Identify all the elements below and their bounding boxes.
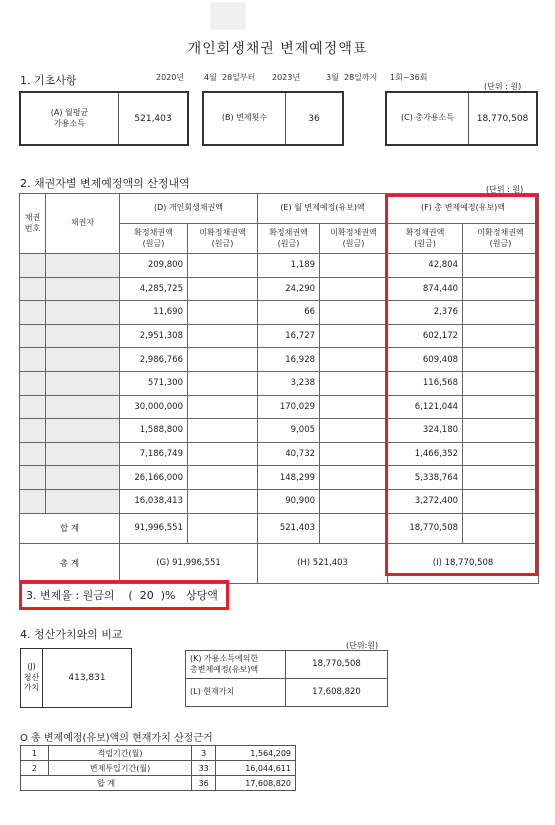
comparison-table	[185, 650, 388, 707]
box-a	[19, 91, 189, 146]
d-confirmed-cell: 1,588,800	[120, 419, 188, 443]
f-confirmed-cell: 1,466,352	[388, 442, 463, 466]
basis-months: 3	[192, 746, 216, 761]
redacted-header-area	[210, 2, 246, 30]
creditor-no-redacted	[20, 466, 46, 490]
f-confirmed-cell: 3,272,400	[388, 489, 463, 513]
liquidation-value-box	[20, 648, 132, 708]
box-b-label: (B) 변제횟수	[204, 93, 286, 144]
creditor-name-redacted	[46, 395, 120, 419]
d-unconfirmed-cell	[188, 419, 258, 443]
total-label: 합 계	[20, 513, 120, 543]
basis-no: 1	[21, 746, 49, 761]
grand-h: (H) 521,403	[258, 543, 388, 583]
e-unconfirmed-cell	[320, 419, 388, 443]
grand-i: (I) 18,770,508	[388, 543, 539, 583]
start-day: 28일부터	[222, 73, 256, 82]
e-confirmed-cell: 90,900	[258, 489, 320, 513]
e-unconfirmed-cell	[320, 442, 388, 466]
page-title: 개인회생채권 변제예정액표	[187, 41, 368, 57]
e-confirmed-cell: 40,732	[258, 442, 320, 466]
grand-g: (G) 91,996,551	[120, 543, 258, 583]
d-confirmed-cell: 26,166,000	[120, 466, 188, 490]
unit-label-2: (단위 : 원)	[486, 185, 524, 194]
section-2-title: 2. 채권자별 변제예정액의 산정내역	[20, 177, 190, 190]
j-value: 413,831	[68, 673, 106, 683]
basis-total-months: 36	[192, 776, 216, 791]
creditor-name-redacted	[46, 324, 120, 348]
creditor-name-redacted	[46, 371, 120, 395]
k-value: 18,770,508	[286, 651, 388, 679]
d-confirmed-cell: 571,300	[120, 371, 188, 395]
d-unconfirmed-cell	[188, 254, 258, 278]
header-e-confirmed: 확정채권액 (원금)	[258, 224, 320, 254]
creditor-no-redacted	[20, 301, 46, 325]
d-unconfirmed-cell	[188, 324, 258, 348]
basis-no: 2	[21, 761, 49, 776]
end-year: 2023년	[272, 73, 301, 82]
section-4-title: 4. 청산가치와의 비교	[20, 628, 123, 641]
start-year: 2020년	[156, 73, 185, 82]
l-value: 17,608,820	[286, 679, 388, 707]
d-confirmed-cell: 4,285,725	[120, 277, 188, 301]
header-d-unconfirmed: 미확정채권액 (원금)	[188, 224, 258, 254]
e-confirmed-cell: 148,299	[258, 466, 320, 490]
creditor-no-redacted	[20, 371, 46, 395]
total-d: 91,996,551	[120, 513, 188, 543]
section-5-title: O 총 변제예정(유보)액의 현재가치 산정근거	[20, 733, 213, 744]
e-confirmed-cell: 3,238	[258, 371, 320, 395]
f-confirmed-cell: 2,376	[388, 301, 463, 325]
d-confirmed-cell: 2,986,766	[120, 348, 188, 372]
d-confirmed-cell: 2,951,308	[120, 324, 188, 348]
creditor-no-redacted	[20, 489, 46, 513]
e-confirmed-cell: 16,928	[258, 348, 320, 372]
e-confirmed-cell: 170,029	[258, 395, 320, 419]
j-label: (J) 청산 가치	[21, 649, 43, 707]
d-unconfirmed-cell	[188, 395, 258, 419]
basis-label: 적립기간(월)	[48, 746, 191, 761]
box-c-value: 18,770,508	[476, 113, 529, 124]
creditor-no-redacted	[20, 419, 46, 443]
creditor-name-redacted	[46, 466, 120, 490]
e-unconfirmed-cell	[320, 277, 388, 301]
start-month: 4월	[204, 73, 217, 82]
unit-label-4: (단위:원)	[346, 641, 379, 650]
creditor-name-redacted	[46, 442, 120, 466]
e-confirmed-cell: 66	[258, 301, 320, 325]
basis-table	[20, 745, 296, 791]
d-confirmed-cell: 16,038,413	[120, 489, 188, 513]
creditor-no-redacted	[20, 277, 46, 301]
creditor-no-redacted	[20, 348, 46, 372]
f-confirmed-cell: 874,440	[388, 277, 463, 301]
d-confirmed-cell: 7,186,749	[120, 442, 188, 466]
basis-months: 33	[192, 761, 216, 776]
creditor-no-redacted	[20, 395, 46, 419]
f-confirmed-cell: 5,338,764	[388, 466, 463, 490]
header-e-unconfirmed: 미확정채권액 (원금)	[320, 224, 388, 254]
creditor-no-redacted	[20, 442, 46, 466]
e-unconfirmed-cell	[320, 324, 388, 348]
f-confirmed-cell: 116,568	[388, 371, 463, 395]
f-confirmed-cell: 6,121,044	[388, 395, 463, 419]
header-creditor: 채권자	[46, 194, 120, 254]
basis-total-row	[21, 776, 296, 791]
rounds: 1회~36회	[390, 73, 428, 82]
header-no: 채권 번호	[20, 194, 46, 254]
basis-total-label: 합 계	[21, 776, 192, 791]
d-unconfirmed-cell	[188, 348, 258, 372]
f-confirmed-cell: 609,408	[388, 348, 463, 372]
d-unconfirmed-cell	[188, 489, 258, 513]
total-e: 521,403	[258, 513, 320, 543]
creditor-name-redacted	[46, 348, 120, 372]
d-confirmed-cell: 11,690	[120, 301, 188, 325]
creditor-no-redacted	[20, 324, 46, 348]
basis-amount: 16,044,611	[216, 761, 296, 776]
d-unconfirmed-cell	[188, 301, 258, 325]
creditor-name-redacted	[46, 301, 120, 325]
header-f-unconfirmed: 미확정채권액 (원금)	[463, 224, 539, 254]
box-a-label: (A) 월평균 가용소득	[21, 93, 119, 144]
box-b-value: 36	[308, 113, 320, 124]
e-confirmed-cell: 16,727	[258, 324, 320, 348]
f-confirmed-cell: 42,804	[388, 254, 463, 278]
e-unconfirmed-cell	[320, 254, 388, 278]
header-group-f: (F) 총 변제예정(유보)액	[388, 194, 539, 224]
creditor-name-redacted	[46, 277, 120, 301]
d-confirmed-cell: 30,000,000	[120, 395, 188, 419]
header-f-confirmed: 확정채권액 (원금)	[388, 224, 463, 254]
highlight-frame-f	[385, 194, 538, 576]
box-c-label: (C) 총가용소득	[387, 93, 469, 144]
basis-amount: 1,564,209	[216, 746, 296, 761]
l-label: (L) 현재가치	[186, 679, 286, 707]
d-unconfirmed-cell	[188, 466, 258, 490]
e-unconfirmed-cell	[320, 348, 388, 372]
d-unconfirmed-cell	[188, 277, 258, 301]
repayment-rate: 3. 변제율 : 원금의 ( 20 )% 상당액	[19, 580, 229, 610]
e-unconfirmed-cell	[320, 301, 388, 325]
d-confirmed-cell: 209,800	[120, 254, 188, 278]
unit-label-1: (단위 : 원)	[484, 82, 522, 91]
basis-row	[21, 761, 296, 776]
creditor-name-redacted	[46, 489, 120, 513]
d-unconfirmed-cell	[188, 442, 258, 466]
header-group-d: (D) 개인회생채권액	[120, 194, 258, 224]
basis-row	[21, 746, 296, 761]
f-confirmed-cell: 324,180	[388, 419, 463, 443]
e-unconfirmed-cell	[320, 371, 388, 395]
total-f: 18,770,508	[388, 513, 463, 543]
box-c	[385, 91, 538, 146]
creditor-name-redacted	[46, 419, 120, 443]
basis-label: 변제투입기간(월)	[48, 761, 191, 776]
end-month: 3월	[326, 73, 339, 82]
e-confirmed-cell: 24,290	[258, 277, 320, 301]
end-day: 28일까지	[344, 73, 378, 82]
e-confirmed-cell: 1,189	[258, 254, 320, 278]
f-confirmed-cell: 602,172	[388, 324, 463, 348]
k-label: (K) 가용소득에의한 총변제예정(유보)액	[186, 651, 286, 679]
creditor-name-redacted	[46, 254, 120, 278]
e-unconfirmed-cell	[320, 395, 388, 419]
d-unconfirmed-cell	[188, 371, 258, 395]
header-d-confirmed: 확정채권액 (원금)	[120, 224, 188, 254]
box-a-value: 521,403	[134, 113, 172, 124]
grand-label: 총 계	[20, 543, 120, 583]
creditor-no-redacted	[20, 254, 46, 278]
e-confirmed-cell: 9,005	[258, 419, 320, 443]
section-1-title: 1. 기초사항	[20, 74, 77, 87]
basis-total-amount: 17,608,820	[216, 776, 296, 791]
box-b	[202, 91, 344, 146]
e-unconfirmed-cell	[320, 466, 388, 490]
e-unconfirmed-cell	[320, 489, 388, 513]
header-group-e: (E) 월 변제예정(유보)액	[258, 194, 388, 224]
